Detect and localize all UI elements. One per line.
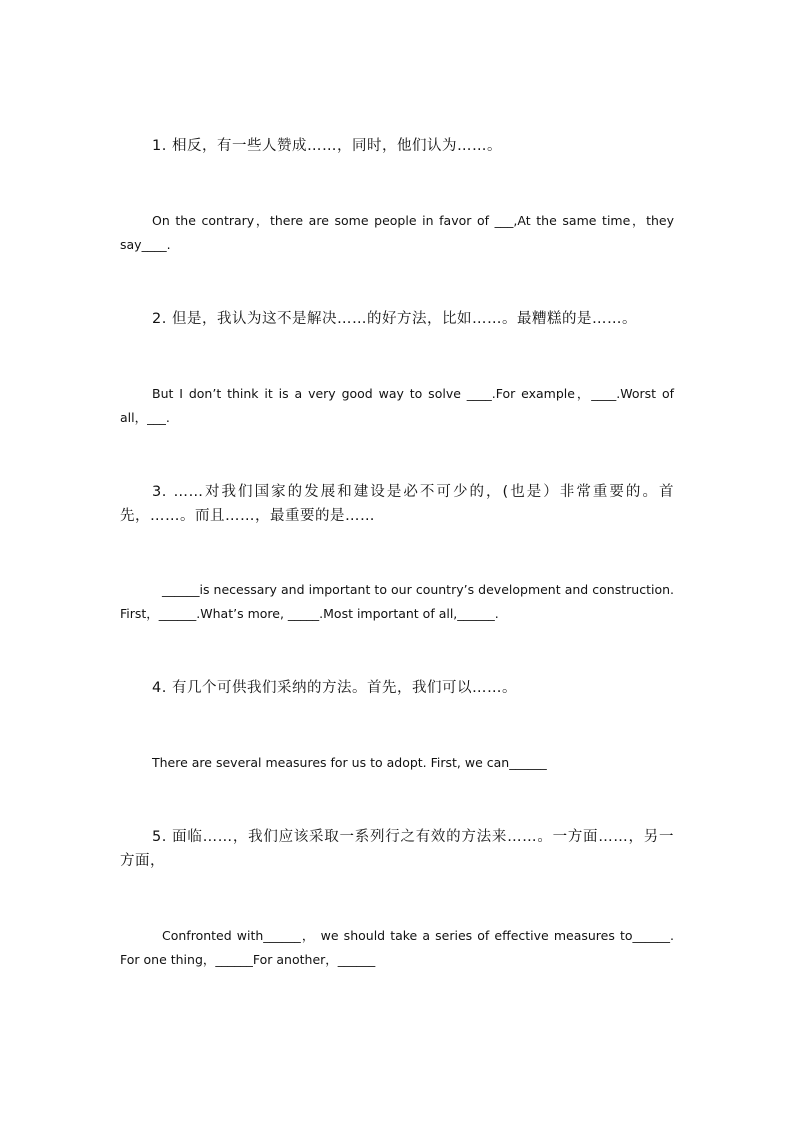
item-4-english: There are several measures for us to adopt. First, we can______ xyxy=(152,755,547,770)
item-1-english: On the contrary，there are some people in favor of ___,At the same time，they say____. xyxy=(120,213,674,252)
item-3-chinese: 3. ……对我们国家的发展和建设是必不可少的，(也是）非常重要的。首先，……。而且……，最重要的是…… xyxy=(120,484,674,524)
item-5-chinese: 5. 面临……，我们应该采取一系列行之有效的方法来……。一方面……，另一方面， xyxy=(120,829,674,869)
item-4-chinese: 4. 有几个可供我们采纳的方法。首先，我们可以……。 xyxy=(152,680,517,696)
item-3-english: ______is necessary and important to our country’s development and construction. First，______.What’s more, _____.Most important of all,______. xyxy=(120,582,674,621)
item-5-english: Confronted with______， we should take a series of effective measures to______. For one thing，______For another，______ xyxy=(120,928,674,967)
item-1-chinese: 1. 相反，有一些人赞成……，同时，他们认为……。 xyxy=(152,138,502,154)
item-2-english: But I don’t think it is a very good way to solve ____.For example，____.Worst of all，___. xyxy=(120,386,674,425)
item-2-chinese: 2. 但是，我认为这不是解决……的好方法，比如……。最糟糕的是……。 xyxy=(152,311,637,327)
